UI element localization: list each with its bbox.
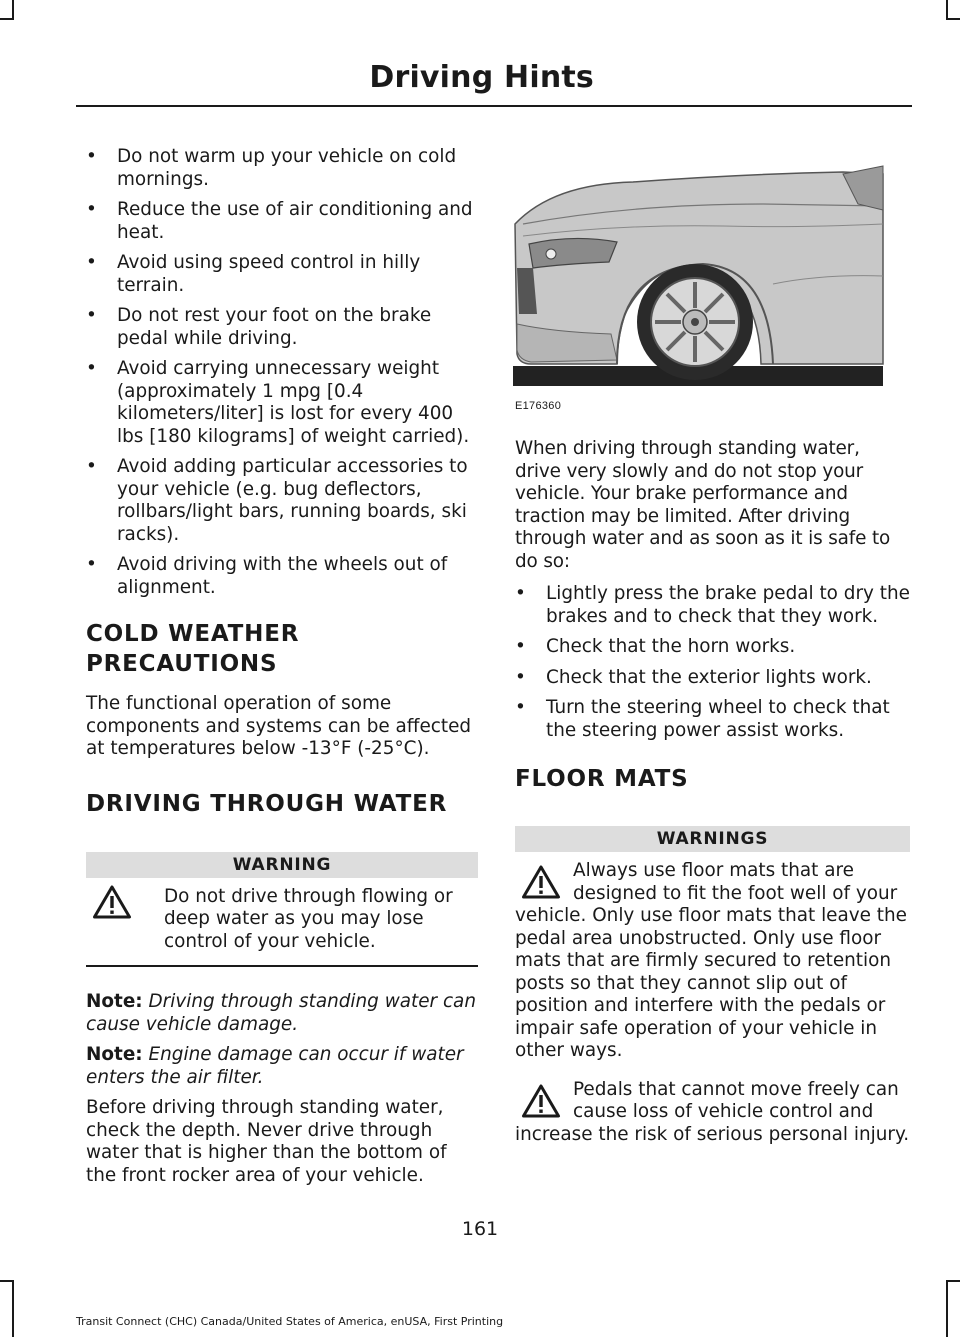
figure-label: E176360 bbox=[515, 399, 562, 412]
right-column bbox=[515, 146, 910, 1146]
crop-mark bbox=[0, 18, 14, 20]
warning-triangle-icon bbox=[92, 884, 132, 920]
crop-mark bbox=[12, 1280, 14, 1337]
warning-box bbox=[515, 852, 910, 1067]
list-item: • Check that the exterior lights work. bbox=[515, 666, 872, 688]
crop-mark bbox=[946, 18, 960, 20]
list-item: • Do not warm up your vehicle on cold mornings. bbox=[86, 146, 457, 190]
list-item: • Avoid driving with the wheels out of alignment. bbox=[86, 554, 448, 598]
crop-mark bbox=[12, 0, 14, 20]
list-item: • Check that the horn works. bbox=[515, 636, 796, 657]
crop-mark bbox=[946, 1280, 960, 1282]
bullet-dot: • bbox=[86, 554, 97, 575]
warning-text: Do not drive through flowing or deep water as you may lose control of your vehicle. bbox=[164, 885, 453, 952]
list-item: • Avoid adding particular accessories to your vehicle (e.g. bug deflectors, rollbars/light bars, running boards, ski racks). bbox=[86, 456, 468, 545]
list-item: • Avoid using speed control in hilly terrain. bbox=[86, 252, 421, 296]
list-item: • Lightly press the brake pedal to dry the brakes and to check that they work. bbox=[515, 583, 910, 627]
water-after-text: When driving through standing water, drive very slowly and do not stop your vehicle. Your brake performance and traction may be limited. After driving through water and as soon as it is safe to do so: bbox=[515, 438, 891, 572]
bullet-dot: • bbox=[86, 146, 97, 167]
left-column bbox=[86, 146, 478, 1187]
after-water-checklist bbox=[515, 583, 910, 742]
list-item: • Avoid carrying unnecessary weight (approximately 1 mpg [0.4 kilometers/liter] is lost for every 400 lbs [180 kilograms] of weight carried). bbox=[86, 358, 470, 447]
bullet-dot: • bbox=[515, 583, 526, 604]
crop-mark bbox=[946, 1280, 948, 1337]
fuel-tips-list bbox=[86, 146, 478, 599]
bullet-dot: • bbox=[86, 305, 97, 326]
page-title: Driving Hints bbox=[369, 60, 594, 95]
cold-weather-heading: COLD WEATHER PRECAUTIONS bbox=[86, 621, 300, 677]
crop-mark bbox=[0, 1280, 14, 1282]
pedal-warning-text: Pedals that cannot move freely can cause loss of vehicle control and increase the risk of serious personal injury. bbox=[515, 1078, 910, 1145]
warning-divider bbox=[86, 965, 478, 967]
bullet-dot: • bbox=[86, 358, 97, 379]
bullet-dot: • bbox=[86, 252, 97, 273]
list-item: • Turn the steering wheel to check that the steering power assist works. bbox=[515, 697, 890, 741]
crop-mark bbox=[946, 0, 948, 20]
bullet-dot: • bbox=[515, 636, 526, 657]
bullet-dot: • bbox=[515, 697, 526, 718]
warning-box bbox=[515, 1067, 910, 1147]
floor-mat-warning-text: Always use floor mats that are designed to fit the foot well of your vehicle. Only use floor mats that leave the pedal area unobstructed. Only use floor mats that are firmly secured to retention posts so that they cannot slip out of position and interfere with the pedals or impair safe operation of your vehicle in other ways. bbox=[515, 860, 907, 1061]
warnings-header: WARNINGS bbox=[515, 826, 910, 852]
cold-weather-text: The functional operation of some components and systems can be affected at temperatures below -13°F (-25°C). bbox=[86, 693, 472, 759]
note-engine-damage: Note: Engine damage can occur if water enters the air filter. bbox=[86, 1044, 464, 1088]
bullet-dot: • bbox=[86, 199, 97, 220]
list-item: • Do not rest your foot on the brake pedal while driving. bbox=[86, 305, 432, 349]
note-water-damage: Note: Driving through standing water can cause vehicle damage. bbox=[86, 991, 476, 1035]
warning-triangle-icon bbox=[521, 1083, 561, 1119]
vehicle-wheel-figure bbox=[513, 164, 888, 414]
warning-box bbox=[86, 878, 478, 966]
header-divider bbox=[76, 105, 912, 107]
publication-footer: Transit Connect (CHC) Canada/United States of America, enUSA, First Printing bbox=[76, 1315, 504, 1328]
warning-header: WARNING bbox=[86, 852, 478, 878]
bullet-dot: • bbox=[86, 456, 97, 477]
floor-mats-heading: FLOOR MATS bbox=[515, 766, 689, 792]
water-depth-text: Before driving through standing water, check the depth. Never drive through water that is higher than the bottom of the front rocker area of your vehicle. bbox=[86, 1097, 447, 1186]
page-number: 161 bbox=[461, 1218, 499, 1240]
driving-water-heading: DRIVING THROUGH WATER bbox=[86, 790, 448, 817]
car-front-illustration bbox=[513, 164, 888, 392]
warning-triangle-icon bbox=[521, 864, 561, 900]
list-item: • Reduce the use of air conditioning and heat. bbox=[86, 199, 473, 243]
bullet-dot: • bbox=[515, 666, 526, 688]
